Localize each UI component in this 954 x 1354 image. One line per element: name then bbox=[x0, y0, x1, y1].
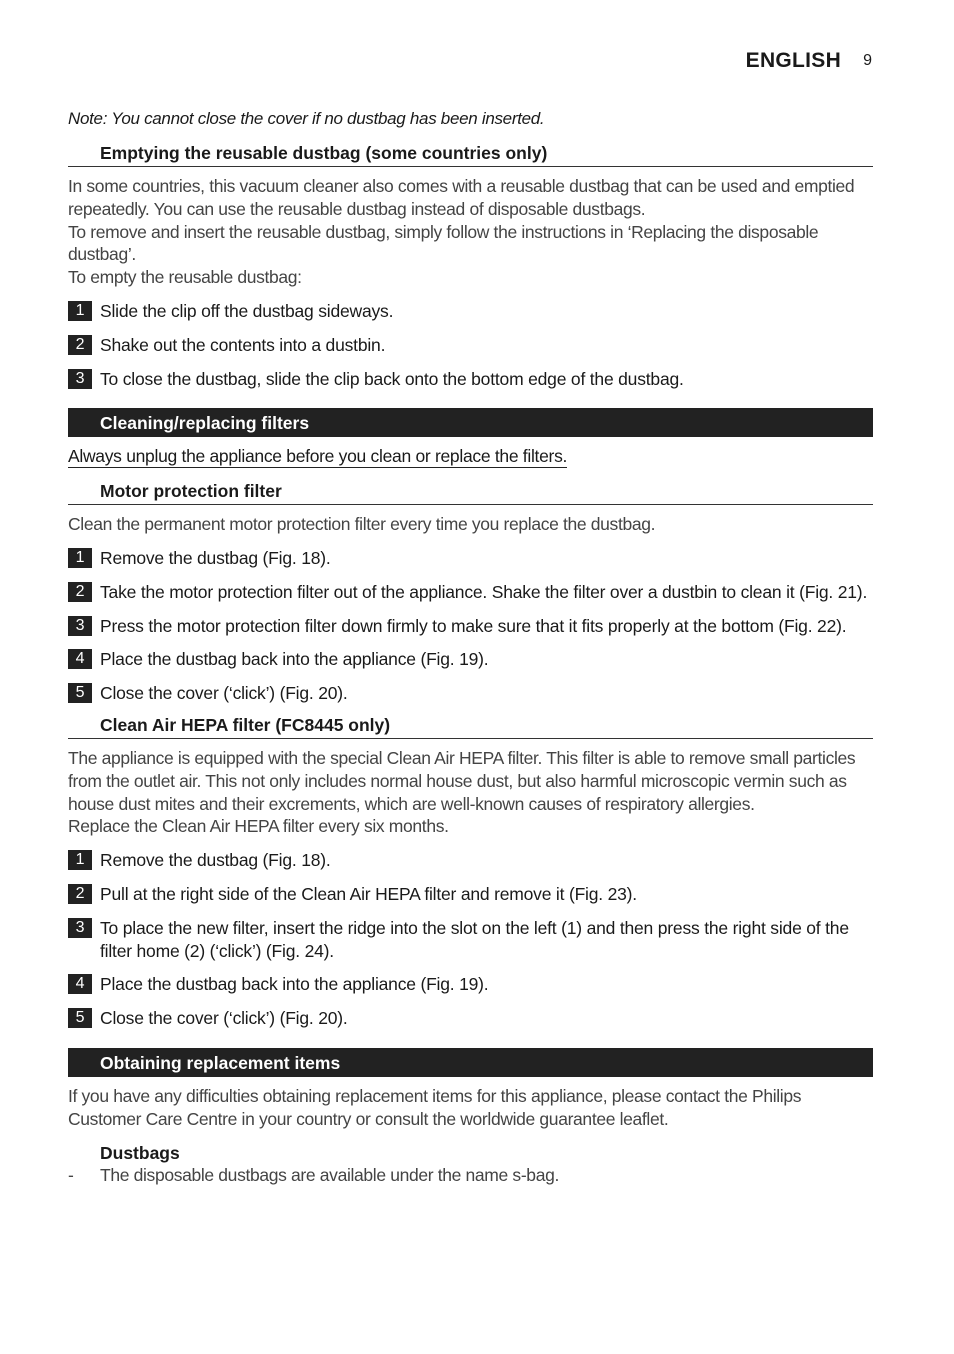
paragraph: The appliance is equipped with the special Clean Air HEPA filter. This filter is able to remove small particles from the outlet air. This not only includes normal house dust, but also harmful microscopic vermin such as house dust mites and their excrements, which are well-known causes of respiratory allergies. bbox=[68, 747, 856, 814]
step-number: 2 bbox=[68, 335, 92, 355]
paragraph: To remove and insert the reusable dustbag, simply follow the instructions in ‘Replacing the disposable dustbag’. bbox=[68, 221, 819, 265]
reusable-dustbag-intro bbox=[68, 175, 873, 289]
step-text: Press the motor protection filter down firmly to make sure that it fits properly at the bottom (Fig. 22). bbox=[100, 615, 847, 636]
section-title-replacement-items: Obtaining replacement items bbox=[68, 1048, 873, 1077]
step-text: Close the cover (‘click’) (Fig. 20). bbox=[100, 683, 348, 704]
step-item bbox=[68, 300, 873, 323]
step-number: 3 bbox=[68, 616, 92, 636]
step-text: Remove the dustbag (Fig. 18). bbox=[100, 547, 331, 568]
step-item bbox=[68, 1007, 873, 1030]
step-text: To place the new filter, insert the ridge into the slot on the left (1) and then press the right side of the filter home (2) (‘click’) (Fig. 24). bbox=[100, 917, 849, 961]
section-title-cleaning-filters: Cleaning/replacing filters bbox=[68, 408, 873, 437]
step-item bbox=[68, 849, 873, 872]
step-number: 5 bbox=[68, 683, 92, 703]
page-content bbox=[68, 107, 873, 1187]
step-number: 1 bbox=[68, 548, 92, 568]
step-text: Place the dustbag back into the appliance (Fig. 19). bbox=[100, 649, 489, 670]
warning-text: Always unplug the appliance before you clean or replace the filters. bbox=[68, 446, 568, 467]
step-text: Remove the dustbag (Fig. 18). bbox=[100, 850, 331, 871]
step-number: 1 bbox=[68, 850, 92, 870]
step-text: Slide the clip off the dustbag sideways. bbox=[100, 300, 394, 321]
step-item bbox=[68, 648, 873, 671]
step-text: Place the dustbag back into the appliance (Fig. 19). bbox=[100, 974, 489, 995]
language-label: ENGLISH bbox=[745, 49, 842, 72]
step-number: 2 bbox=[68, 582, 92, 602]
bullet-dash: - bbox=[68, 1165, 74, 1186]
paragraph: In some countries, this vacuum cleaner also comes with a reusable dustbag that can be used and emptied repeatedly. You can use the reusable dustbag instead of disposable dustbags. bbox=[68, 176, 855, 219]
step-text: Pull at the right side of the Clean Air HEPA filter and remove it (Fig. 23). bbox=[100, 883, 637, 904]
step-item bbox=[68, 615, 873, 638]
step-item bbox=[68, 368, 873, 391]
list-item bbox=[68, 1164, 873, 1187]
bullet-text: The disposable dustbags are available under the name s-bag. bbox=[100, 1165, 559, 1186]
replacement-items-intro: If you have any difficulties obtaining replacement items for this appliance, please contact the Philips Customer Care Centre in your country or consult the worldwide guarantee leaflet. bbox=[68, 1085, 802, 1129]
step-item bbox=[68, 682, 873, 705]
step-number: 4 bbox=[68, 974, 92, 994]
step-number: 4 bbox=[68, 649, 92, 669]
step-item bbox=[68, 973, 873, 996]
hepa-filter-intro bbox=[68, 747, 873, 838]
paragraph: To empty the reusable dustbag: bbox=[68, 267, 302, 288]
step-number: 2 bbox=[68, 884, 92, 904]
section-title-hepa-filter: Clean Air HEPA filter (FC8445 only) bbox=[68, 713, 873, 739]
step-number: 3 bbox=[68, 369, 92, 389]
step-item bbox=[68, 547, 873, 570]
step-item bbox=[68, 883, 873, 906]
step-number: 5 bbox=[68, 1008, 92, 1028]
page-number: 9 bbox=[863, 52, 872, 69]
step-number: 3 bbox=[68, 918, 92, 938]
step-text: To close the dustbag, slide the clip back onto the bottom edge of the dustbag. bbox=[100, 368, 684, 389]
page-header bbox=[746, 47, 873, 75]
unplug-warning bbox=[68, 445, 873, 468]
section-title-reusable-dustbag: Emptying the reusable dustbag (some countries only) bbox=[68, 141, 873, 167]
cover-note: Note: You cannot close the cover if no dustbag has been inserted. bbox=[68, 109, 545, 128]
motor-filter-intro: Clean the permanent motor protection filter every time you replace the dustbag. bbox=[68, 514, 656, 535]
subheading-dustbags: Dustbags bbox=[100, 1142, 180, 1163]
step-item bbox=[68, 581, 873, 604]
step-number: 1 bbox=[68, 301, 92, 321]
step-text: Take the motor protection filter out of the appliance. Shake the filter over a dustbin to clean it (Fig. 21). bbox=[100, 581, 868, 602]
step-text: Shake out the contents into a dustbin. bbox=[100, 334, 386, 355]
step-text: Close the cover (‘click’) (Fig. 20). bbox=[100, 1008, 348, 1029]
step-item bbox=[68, 334, 873, 357]
paragraph: Replace the Clean Air HEPA filter every six months. bbox=[68, 816, 449, 837]
section-title-motor-filter: Motor protection filter bbox=[68, 479, 873, 505]
step-item bbox=[68, 917, 873, 963]
